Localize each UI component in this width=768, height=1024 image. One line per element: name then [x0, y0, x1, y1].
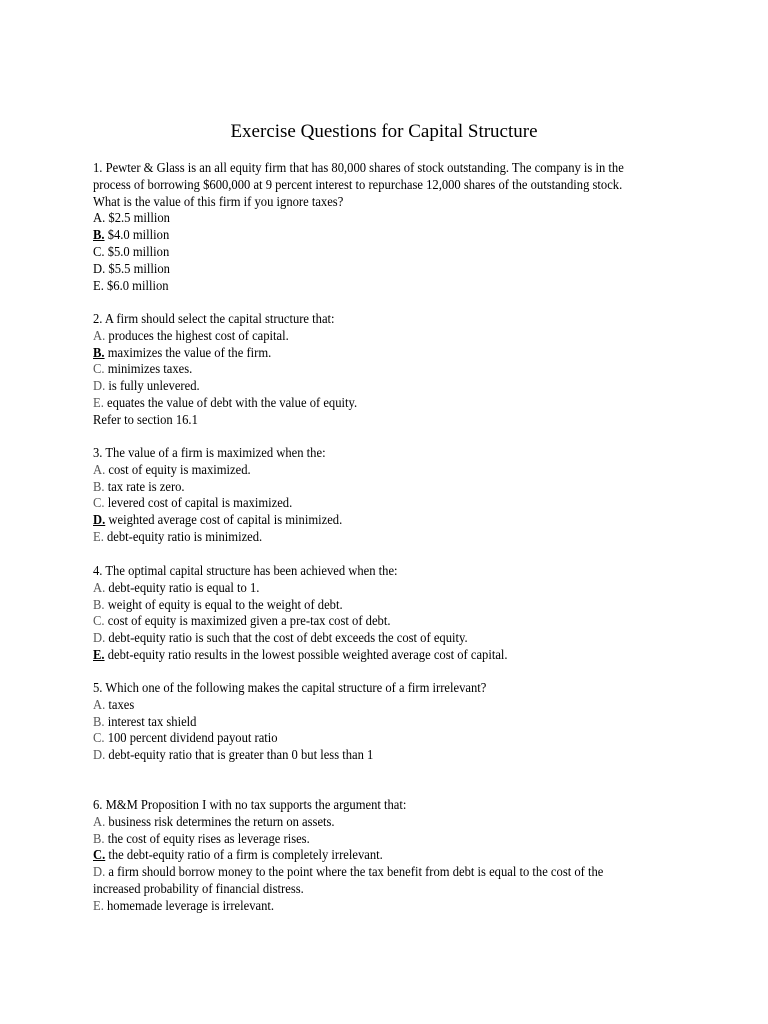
question-stem: 6. M&M Proposition I with no tax supports the argument that: [93, 797, 407, 812]
option-b-correct [93, 345, 648, 362]
option-letter: C. [93, 361, 105, 377]
option-text: homemade leverage is irrelevant. [103, 897, 275, 913]
option-text: maximizes the value of the firm. [104, 344, 272, 360]
option-a [93, 697, 648, 714]
option-d [93, 630, 648, 647]
option-letter: A. [93, 813, 106, 829]
question-stem: 1. Pewter & Glass is an all equity firm that has 80,000 shares of stock outstanding. The company is in the process of borrowing $600,000 at 9 percent interest to repurchase 12,000 shares of the outstanding stock. What is the value of this firm if you ignore taxes? [93, 160, 624, 209]
option-text: debt-equity ratio is equal to 1. [105, 579, 260, 595]
option-letter: B. [93, 713, 105, 729]
option-c [93, 244, 648, 261]
option-text: $4.0 million [104, 227, 170, 243]
question-4 [93, 563, 648, 664]
option-b [93, 714, 648, 731]
option-e [93, 898, 648, 915]
option-a [93, 580, 648, 597]
option-e [93, 278, 648, 295]
correct-answer-letter: E. [93, 646, 105, 662]
option-a [93, 328, 648, 345]
option-letter: C. [93, 243, 105, 259]
question-3 [93, 445, 648, 546]
option-b [93, 831, 648, 848]
option-b-correct [93, 227, 648, 244]
option-letter: E. [93, 528, 104, 544]
option-letter: E. [93, 897, 104, 913]
option-text: $5.0 million [104, 243, 170, 259]
option-letter: B. [93, 830, 105, 846]
option-b [93, 479, 648, 496]
option-c [93, 495, 648, 512]
question-1 [93, 160, 648, 294]
question-stem: 2. A firm should select the capital structure that: [93, 311, 335, 326]
option-text: cost of equity is maximized. [105, 461, 251, 477]
option-letter: D. [93, 630, 106, 646]
question-5 [93, 680, 648, 764]
option-text: taxes [105, 696, 135, 712]
option-letter: D. [93, 378, 106, 394]
option-letter: C. [93, 730, 105, 746]
correct-answer-letter: D. [93, 512, 106, 528]
option-text: minimizes taxes. [104, 361, 193, 377]
question-2 [93, 311, 648, 429]
option-text: business risk determines the return on assets. [105, 813, 335, 829]
option-letter: A. [93, 461, 106, 477]
option-c [93, 613, 648, 630]
option-c [93, 361, 648, 378]
option-letter: C. [93, 613, 105, 629]
option-letter: E. [93, 277, 104, 293]
question-stem: 4. The optimal capital structure has been achieved when the: [93, 563, 398, 578]
option-text: equates the value of debt with the value of equity. [103, 394, 358, 410]
option-text: debt-equity ratio results in the lowest possible weighted average cost of capital. [104, 646, 508, 662]
option-e-correct [93, 647, 648, 664]
reference-note: Refer to section 16.1 [93, 411, 198, 427]
option-d [93, 747, 648, 764]
correct-answer-letter: B. [93, 227, 105, 243]
option-letter: A. [93, 579, 106, 595]
option-a [93, 210, 648, 227]
option-text: 100 percent dividend payout ratio [104, 730, 278, 746]
option-text: debt-equity ratio that is greater than 0 but less than 1 [105, 747, 374, 763]
option-text: the cost of equity rises as leverage rises. [104, 830, 310, 846]
option-letter: E. [93, 394, 104, 410]
option-c [93, 730, 648, 747]
document-title: Exercise Questions for Capital Structure [230, 121, 538, 142]
option-letter: D. [93, 747, 106, 763]
option-letter: C. [93, 495, 105, 511]
option-e [93, 395, 648, 412]
option-text: produces the highest cost of capital. [105, 327, 289, 343]
option-text: debt-equity ratio is minimized. [103, 528, 263, 544]
question-stem: 3. The value of a firm is maximized when the: [93, 445, 326, 460]
option-text: cost of equity is maximized given a pre-tax cost of debt. [104, 613, 391, 629]
option-letter: A. [93, 210, 106, 226]
option-letter: B. [93, 596, 105, 612]
option-text: a firm should borrow money to the point where the tax benefit from debt is equal to the cost of the increased probability of financial distress. [93, 864, 604, 896]
option-e [93, 529, 648, 546]
option-d [93, 261, 648, 278]
correct-answer-letter: B. [93, 344, 105, 360]
option-text: is fully unlevered. [105, 378, 200, 394]
option-text: tax rate is zero. [104, 478, 185, 494]
option-letter: A. [93, 327, 106, 343]
option-text: $6.0 million [103, 277, 169, 293]
option-letter: A. [93, 696, 106, 712]
option-d-correct [93, 512, 648, 529]
option-text: weight of equity is equal to the weight of debt. [104, 596, 343, 612]
option-text: weighted average cost of capital is minimized. [105, 512, 343, 528]
correct-answer-letter: C. [93, 847, 106, 863]
option-a [93, 814, 648, 831]
option-d [93, 864, 648, 898]
option-letter: D. [93, 864, 106, 880]
question-stem: 5. Which one of the following makes the capital structure of a firm irrelevant? [93, 680, 487, 695]
option-letter: D. [93, 260, 106, 276]
option-text: $2.5 million [105, 210, 170, 226]
option-text: debt-equity ratio is such that the cost of debt exceeds the cost of equity. [105, 630, 468, 646]
question-6 [93, 797, 648, 915]
option-c-correct [93, 847, 648, 864]
option-text: levered cost of capital is maximized. [104, 495, 293, 511]
option-text: $5.5 million [105, 260, 170, 276]
option-a [93, 462, 648, 479]
option-d [93, 378, 648, 395]
option-b [93, 597, 648, 614]
option-text: interest tax shield [104, 713, 197, 729]
option-text: the debt-equity ratio of a firm is completely irrelevant. [105, 847, 383, 863]
option-letter: B. [93, 478, 105, 494]
